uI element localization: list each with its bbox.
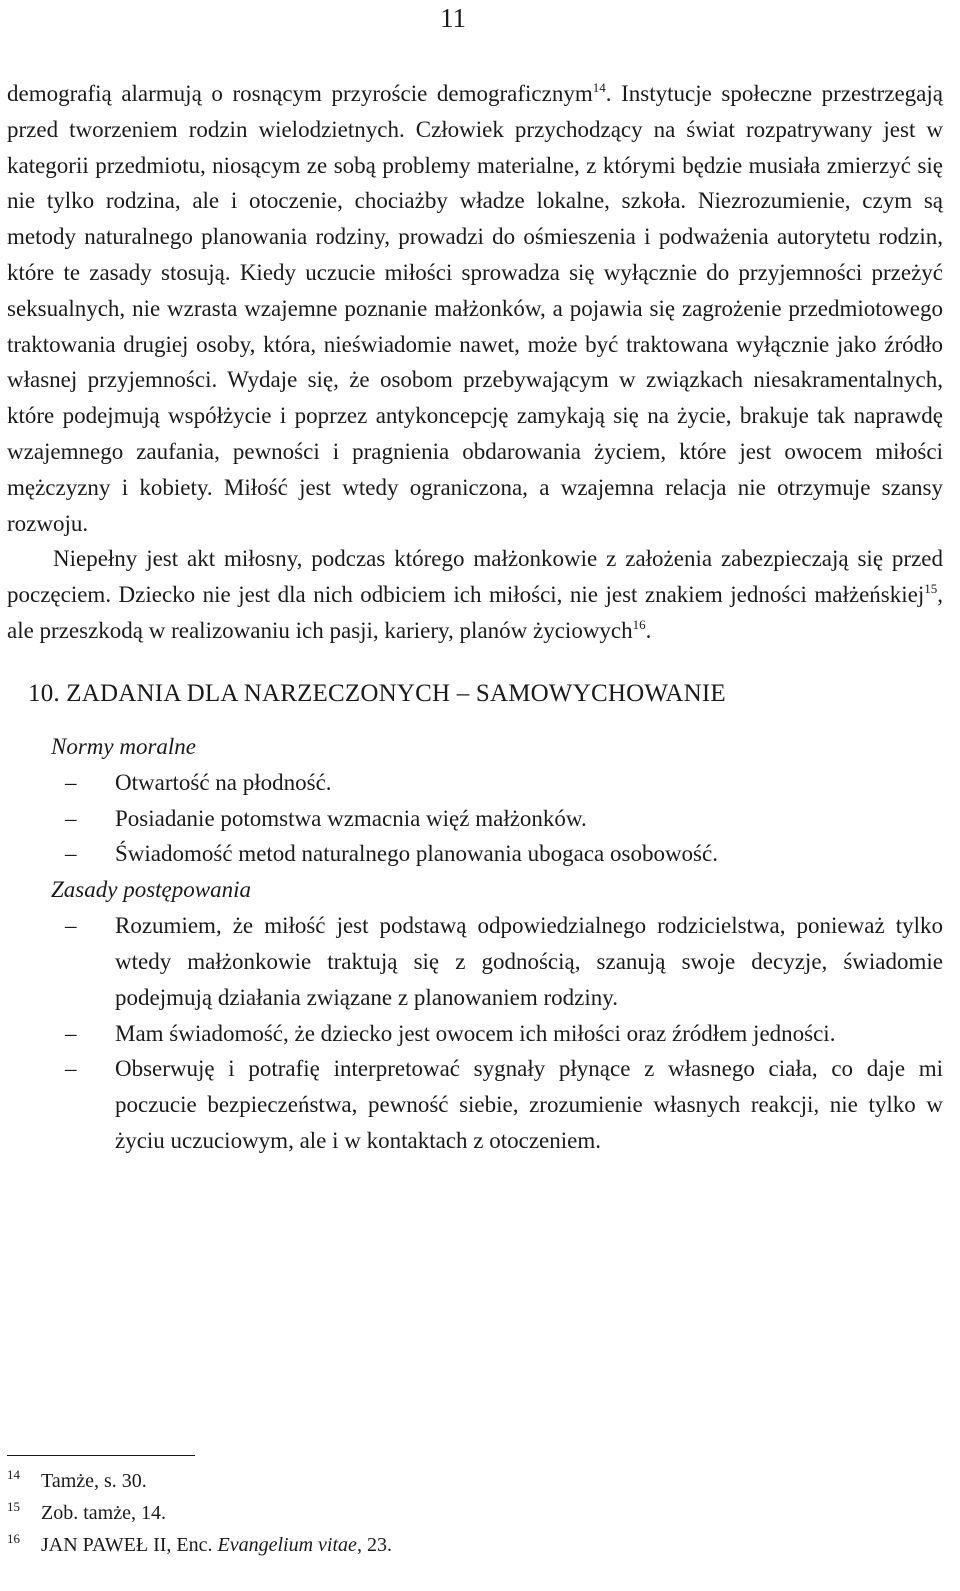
norms-list-item bbox=[7, 836, 943, 872]
footnote-text-start: JAN PAWEŁ II, Enc. bbox=[41, 1534, 218, 1556]
rules-item-text: Mam świadomość, że dziecko jest owocem ich miłości oraz źródłem jedności. bbox=[115, 1020, 836, 1046]
paragraph-2-text-b: , ale przeszkodą w realizowaniu ich pasji, kariery, planów życiowych bbox=[7, 582, 943, 643]
dash-bullet: – bbox=[65, 913, 77, 939]
dash-bullet: – bbox=[65, 769, 77, 795]
rules-list-item bbox=[7, 908, 943, 1015]
paragraph-2-text-a: Niepełny jest akt miłosny, podczas którego małżonkowie z założenia zabezpieczają się przed poczęciem. Dziecko nie jest dla nich odbiciem ich miłości, nie jest znakiem jedności małżeńskiej bbox=[7, 546, 943, 608]
norms-heading: Normy moralne bbox=[51, 733, 197, 759]
footnote-number: 14 bbox=[7, 1467, 20, 1482]
rules-list-item bbox=[7, 1051, 943, 1158]
dash-bullet: – bbox=[65, 1056, 77, 1082]
footnote-ref-16[interactable]: 16 bbox=[632, 616, 646, 632]
footnote-text: Zob. tamże, 14. bbox=[41, 1502, 166, 1524]
footnote-ref-15[interactable]: 15 bbox=[924, 581, 938, 597]
section-heading: 10. ZADANIA DLA NARZECZONYCH – SAMOWYCHOWANIE bbox=[28, 679, 726, 707]
footnote-title-italic: Evangelium vitae bbox=[217, 1534, 357, 1556]
footnote-15 bbox=[7, 1498, 943, 1530]
rules-heading: Zasady postępowania bbox=[51, 877, 251, 903]
rules-list bbox=[7, 908, 943, 1159]
footnote-text-end: , 23. bbox=[356, 1534, 392, 1556]
footnote-16 bbox=[7, 1530, 943, 1562]
footnote-14 bbox=[7, 1466, 943, 1498]
footnote-text: Tamże, s. 30. bbox=[41, 1470, 147, 1492]
footnote-separator bbox=[7, 1455, 195, 1456]
dash-bullet: – bbox=[65, 805, 77, 831]
rules-list-item bbox=[7, 1016, 943, 1052]
paragraph-1-text-a: demografią alarmują o rosnącym przyroście demograficznym bbox=[7, 81, 593, 106]
dash-bullet: – bbox=[65, 841, 77, 867]
paragraph-1-text-b: . Instytucje społeczne przestrzegają przed tworzeniem rodzin wielodzietnych. Człowiek przychodzący na świat rozpatrywany jest w kategorii przedmiotu, niosącym ze sobą problemy materialne, z którymi będzie musiała zmierzyć się nie tylko rodzina, ale i otoczenie, chociażby władze lokalne, szkoła. Niezrozumienie, czym są metody naturalnego planowania rodziny, prowadzi do ośmieszenia i podważenia autorytetu rodzin, które te zasady stosują. Kiedy uczucie miłości sprowadza się wyłącznie do przyjemności przeżyć seksualnych, nie wzrasta wzajemne poznanie małżonków, a pojawia się zagrożenie przedmiotowego traktowania drugiej osoby, która, nieświadomie nawet, może być traktowana wyłącznie jako źródło własnej przyjemności. Wydaje się, że osobom przebywającym w związkach niesakramentalnych, które podejmują współżycie i poprzez antykoncepcję zamykają się na życie, brakuje tak naprawdę wzajemnego zaufania, pewności i pragnienia obdarowania życiem, które jest owocem miłości mężczyzny i kobiety. Miłość jest wtedy ograniczona, a wzajemna relacja nie otrzymuje szansy rozwoju. bbox=[7, 81, 943, 536]
rules-item-text: Obserwuję i potrafię interpretować sygnały płynące z własnego ciała, co daje mi poczucie bezpieczeństwa, pewność siebie, zrozumienie własnych reakcji, nie tylko w życiu uczuciowym, ale i w kontaktach z otoczeniem. bbox=[115, 1056, 943, 1153]
footnote-ref-14[interactable]: 14 bbox=[592, 80, 606, 95]
norms-list-item bbox=[7, 765, 943, 801]
paragraph-1 bbox=[7, 76, 943, 541]
footnote-number: 16 bbox=[7, 1531, 20, 1546]
paragraph-2-text-c: . bbox=[645, 617, 652, 643]
rules-item-text: Rozumiem, że miłość jest podstawą odpowiedzialnego rodzicielstwa, ponieważ tylko wtedy małżonkowie traktują się z godnością, szanują swoje decyzje, świadomie podejmują działania związane z planowaniem rodziny. bbox=[115, 913, 943, 1010]
page-number: 11 bbox=[440, 3, 466, 33]
norms-list-item bbox=[7, 801, 943, 837]
norms-item-text: Posiadanie potomstwa wzmacnia więź małżonków. bbox=[115, 805, 587, 831]
norms-list bbox=[7, 765, 943, 872]
paragraph-2 bbox=[7, 541, 943, 648]
footnote-number: 15 bbox=[7, 1499, 20, 1514]
footnote-text bbox=[41, 1530, 392, 1561]
footnotes bbox=[7, 1455, 943, 1562]
main-text bbox=[7, 76, 943, 1159]
dash-bullet: – bbox=[65, 1020, 77, 1046]
norms-item-text: Otwartość na płodność. bbox=[115, 769, 332, 795]
norms-item-text: Świadomość metod naturalnego planowania ubogaca osobowość. bbox=[115, 841, 718, 867]
